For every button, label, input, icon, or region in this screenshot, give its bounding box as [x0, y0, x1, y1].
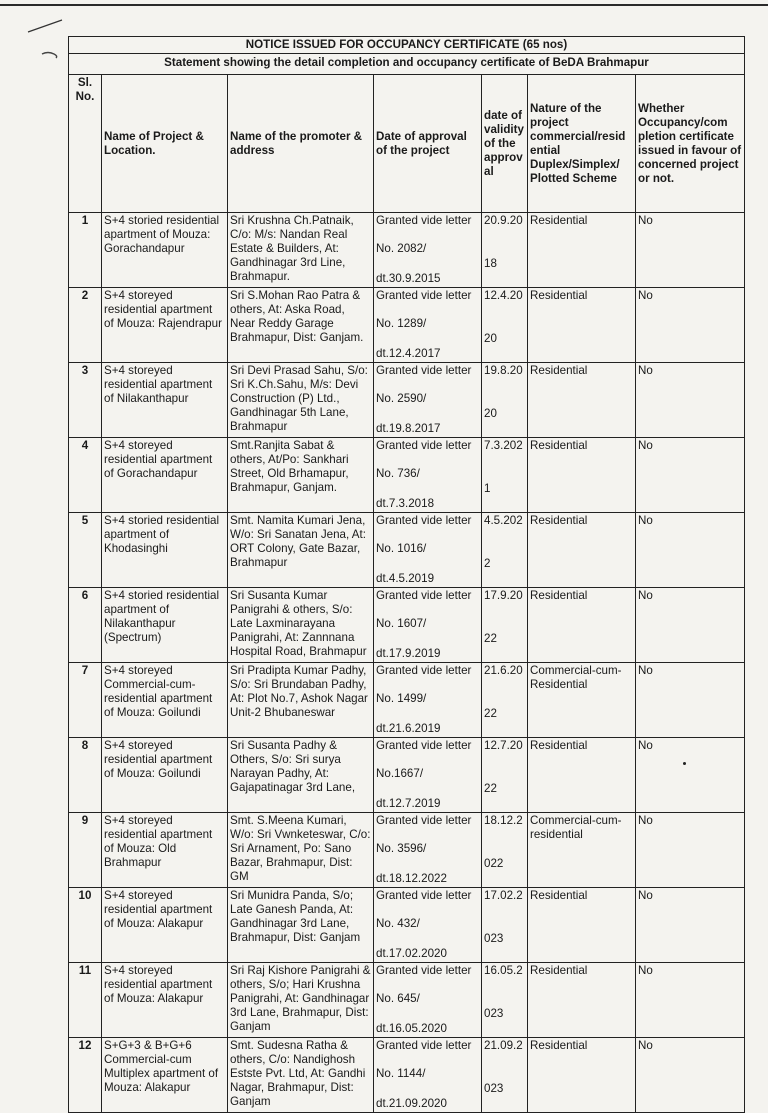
- row-occupancy: No: [636, 813, 745, 888]
- row-occupancy: No: [636, 363, 745, 438]
- table-row: [69, 738, 745, 813]
- approval-letter-no: No. 1289/: [376, 317, 427, 330]
- table-row: [69, 513, 745, 588]
- row-project: S+4 storeyed residential apartment of Mouza: Rajendrapur: [102, 288, 228, 363]
- approval-granted: Granted vide letter: [376, 439, 472, 452]
- approval-granted: Granted vide letter: [376, 739, 472, 752]
- row-occupancy: No: [636, 663, 745, 738]
- row-occupancy: No: [636, 588, 745, 663]
- row-approval: [374, 213, 482, 288]
- col-header-sl: Sl. No.: [69, 75, 102, 213]
- row-sl-no: 1: [69, 213, 102, 288]
- validity-part-1: 21.09.2: [484, 1039, 523, 1052]
- row-promoter: Smt. Namita Kumari Jena, W/o: Sri Sanatan Jena, At: ORT Colony, Gate Bazar, Brahmapur: [228, 513, 374, 588]
- approval-date: dt.30.9.2015: [376, 272, 441, 285]
- table-row: [69, 813, 745, 888]
- row-project: S+4 storeyed Commercial-cum-residential apartment of Mouza: Goilundi: [102, 663, 228, 738]
- col-header-project: Name of Project & Location.: [102, 75, 228, 213]
- table-row: [69, 363, 745, 438]
- row-promoter: Sri Pradipta Kumar Padhy, S/o: Sri Brundaban Padhy, At: Plot No.7, Ashok Nagar Unit-2 Bhubaneswar: [228, 663, 374, 738]
- approval-date: dt.18.12.2022: [376, 872, 447, 885]
- approval-date: dt.12.4.2017: [376, 347, 441, 360]
- table-row: [69, 588, 745, 663]
- row-project: S+4 storied residential apartment of Khodasinghi: [102, 513, 228, 588]
- statement-subtitle: Statement showing the detail completion and occupancy certificate of BeDA Brahmapur: [69, 54, 745, 75]
- row-project: S+4 storeyed residential apartment of Mouza: Alakapur: [102, 888, 228, 963]
- approval-granted: Granted vide letter: [376, 214, 472, 227]
- row-validity: [482, 288, 528, 363]
- approval-letter-no: No. 736/: [376, 467, 420, 480]
- row-nature: Residential: [528, 213, 636, 288]
- validity-part-1: 12.7.20: [484, 739, 523, 752]
- validity-part-1: 7.3.202: [484, 439, 523, 452]
- table-row: [69, 663, 745, 738]
- approval-date: dt.7.3.2018: [376, 497, 435, 510]
- row-project: S+4 storeyed residential apartment of Gorachandapur: [102, 438, 228, 513]
- row-validity: [482, 888, 528, 963]
- row-approval: [374, 813, 482, 888]
- col-header-approval: Date of approval of the project: [374, 75, 482, 213]
- validity-part-1: 17.9.20: [484, 589, 523, 602]
- validity-part-1: 20.9.20: [484, 214, 523, 227]
- approval-date: dt.17.9.2019: [376, 647, 441, 660]
- approval-letter-no: No. 432/: [376, 917, 420, 930]
- notice-title: NOTICE ISSUED FOR OCCUPANCY CERTIFICATE (65 nos): [69, 37, 745, 54]
- row-sl-no: 8: [69, 738, 102, 813]
- approval-date: dt.16.05.2020: [376, 1022, 447, 1035]
- row-project: S+G+3 & B+G+6 Commercial-cum Multiplex apartment of Mouza: Alakapur: [102, 1038, 228, 1113]
- notice-document: [68, 36, 744, 1113]
- row-nature: Residential: [528, 513, 636, 588]
- col-header-nature: Nature of the project commercial/resid ential Duplex/Simplex/ Plotted Scheme: [528, 75, 636, 213]
- table-row: [69, 888, 745, 963]
- approval-letter-no: No. 1499/: [376, 692, 427, 705]
- row-sl-no: 4: [69, 438, 102, 513]
- col-header-validity: date of validity of the approv al: [482, 75, 528, 213]
- validity-part-2: 20: [484, 332, 497, 345]
- approval-granted: Granted vide letter: [376, 364, 472, 377]
- row-promoter: Sri Krushna Ch.Patnaik, C/o: M/s: Nandan Real Estate & Builders, At: Gandhinagar 3rd Line, Brahmapur.: [228, 213, 374, 288]
- validity-part-2: 22: [484, 707, 497, 720]
- row-occupancy: No: [636, 213, 745, 288]
- row-promoter: Smt.Ranjita Sabat & others, At/Po: Sankhari Street, Old Brhamapur, Brahmapur, Ganjam.: [228, 438, 374, 513]
- validity-part-1: 19.8.20: [484, 364, 523, 377]
- row-sl-no: 7: [69, 663, 102, 738]
- top-rule: [0, 4, 768, 6]
- approval-letter-no: No. 1607/: [376, 617, 427, 630]
- row-approval: [374, 738, 482, 813]
- row-nature: Residential: [528, 1038, 636, 1113]
- row-promoter: Sri Susanta Padhy & Others, S/o: Sri surya Narayan Padhy, At: Gajapatinagar 3rd Lane,: [228, 738, 374, 813]
- validity-part-1: 18.12.2: [484, 814, 523, 827]
- row-nature: Residential: [528, 438, 636, 513]
- row-validity: [482, 213, 528, 288]
- row-occupancy: No: [636, 963, 745, 1038]
- approval-date: dt.4.5.2019: [376, 572, 435, 585]
- row-promoter: Sri Raj Kishore Panigrahi & others, S/o; Hari Krushna Panigrahi, At: Gandhinagar 3rd Lane, Brahmapur, Dist: Ganjam: [228, 963, 374, 1038]
- row-occupancy: No: [636, 738, 745, 813]
- approval-date: dt.12.7.2019: [376, 797, 441, 810]
- approval-date: dt.21.6.2019: [376, 722, 441, 735]
- row-validity: [482, 663, 528, 738]
- row-validity: [482, 363, 528, 438]
- row-project: S+4 storeyed residential apartment of Mouza: Old Brahmapur: [102, 813, 228, 888]
- approval-date: dt.19.8.2017: [376, 422, 441, 435]
- pen-mark-icon: [22, 18, 72, 88]
- approval-granted: Granted vide letter: [376, 814, 472, 827]
- validity-part-2: 22: [484, 782, 497, 795]
- validity-part-1: 21.6.20: [484, 664, 523, 677]
- approval-date: dt.17.02.2020: [376, 947, 447, 960]
- row-approval: [374, 588, 482, 663]
- row-approval: [374, 438, 482, 513]
- row-approval: [374, 363, 482, 438]
- row-project: S+4 storied residential apartment of Mouza: Gorachandapur: [102, 213, 228, 288]
- row-promoter: Sri Susanta Kumar Panigrahi & others, S/o: Late Laxminarayana Panigrahi, At: Zannnana Hospital Road, Brahmapur: [228, 588, 374, 663]
- row-validity: [482, 813, 528, 888]
- approval-granted: Granted vide letter: [376, 1039, 472, 1052]
- stray-mark: [683, 762, 686, 765]
- validity-part-2: 20: [484, 407, 497, 420]
- row-promoter: Smt. S.Meena Kumari, W/o: Sri Vwnketeswar, C/o: Sri Arnament, Po: Sano Bazar, Brahmapur, Dist: GM: [228, 813, 374, 888]
- validity-part-2: 023: [484, 932, 504, 945]
- approval-granted: Granted vide letter: [376, 889, 472, 902]
- col-header-promoter: Name of the promoter & address: [228, 75, 374, 213]
- approval-letter-no: No. 1016/: [376, 542, 427, 555]
- header-row: [69, 75, 745, 213]
- row-validity: [482, 513, 528, 588]
- validity-part-1: 12.4.20: [484, 289, 523, 302]
- row-occupancy: No: [636, 288, 745, 363]
- row-nature: Residential: [528, 963, 636, 1038]
- row-approval: [374, 888, 482, 963]
- table-row: [69, 963, 745, 1038]
- row-project: S+4 storeyed residential apartment of Mouza: Alakapur: [102, 963, 228, 1038]
- row-promoter: Sri Munidra Panda, S/o; Late Ganesh Panda, At: Gandhinagar 3rd Lane, Brahmapur, Dist: Ganjam: [228, 888, 374, 963]
- approval-letter-no: No. 2590/: [376, 392, 427, 405]
- approval-granted: Granted vide letter: [376, 964, 472, 977]
- row-validity: [482, 738, 528, 813]
- validity-part-2: 1: [484, 482, 491, 495]
- row-promoter: Sri S.Mohan Rao Patra & others, At: Aska Road, Near Reddy Garage Brahmapur, Dist: Ganjam.: [228, 288, 374, 363]
- table-row: [69, 438, 745, 513]
- table-row: [69, 213, 745, 288]
- row-nature: Residential: [528, 888, 636, 963]
- row-validity: [482, 588, 528, 663]
- approval-letter-no: No. 1144/: [376, 1067, 426, 1080]
- approval-granted: Granted vide letter: [376, 664, 472, 677]
- row-promoter: Sri Devi Prasad Sahu, S/o: Sri K.Ch.Sahu, M/s: Devi Construction (P) Ltd., Gandhinagar 5th Lane, Brahmapur: [228, 363, 374, 438]
- row-validity: [482, 438, 528, 513]
- row-nature: Residential: [528, 738, 636, 813]
- table-body: [69, 213, 745, 1113]
- validity-part-2: 2: [484, 557, 491, 570]
- row-sl-no: 10: [69, 888, 102, 963]
- occupancy-table: [68, 36, 745, 1113]
- approval-granted: Granted vide letter: [376, 289, 472, 302]
- table-row: [69, 288, 745, 363]
- row-nature: Commercial-cum-Residential: [528, 663, 636, 738]
- approval-granted: Granted vide letter: [376, 589, 472, 602]
- table-row: [69, 1038, 745, 1113]
- approval-letter-no: No. 645/: [376, 992, 420, 1005]
- row-promoter: Smt. Sudesna Ratha & others, C/o: Nandighosh Estste Pvt. Ltd, At: Gandhi Nagar, Brahmapur, Dist: Ganjam: [228, 1038, 374, 1113]
- row-approval: [374, 663, 482, 738]
- validity-part-2: 22: [484, 632, 497, 645]
- validity-part-2: 023: [484, 1007, 504, 1020]
- row-nature: Commercial-cum-residential: [528, 813, 636, 888]
- row-sl-no: 6: [69, 588, 102, 663]
- row-occupancy: No: [636, 513, 745, 588]
- validity-part-2: 022: [484, 857, 504, 870]
- row-sl-no: 9: [69, 813, 102, 888]
- row-sl-no: 12: [69, 1038, 102, 1113]
- row-occupancy: No: [636, 1038, 745, 1113]
- row-nature: Residential: [528, 288, 636, 363]
- approval-letter-no: No.1667/: [376, 767, 424, 780]
- row-nature: Residential: [528, 363, 636, 438]
- col-header-occupancy: Whether Occupancy/com pletion certificate issued in favour of concerned project or not.: [636, 75, 745, 213]
- row-validity: [482, 1038, 528, 1113]
- validity-part-2: 023: [484, 1082, 504, 1095]
- row-project: S+4 storeyed residential apartment of Mouza: Goilundi: [102, 738, 228, 813]
- row-sl-no: 3: [69, 363, 102, 438]
- row-approval: [374, 963, 482, 1038]
- row-approval: [374, 1038, 482, 1113]
- approval-letter-no: No. 3596/: [376, 842, 427, 855]
- row-nature: Residential: [528, 588, 636, 663]
- row-validity: [482, 963, 528, 1038]
- approval-letter-no: No. 2082/: [376, 242, 427, 255]
- row-project: S+4 storeyed residential apartment of Nilakanthapur: [102, 363, 228, 438]
- row-approval: [374, 288, 482, 363]
- validity-part-1: 16.05.2: [484, 964, 523, 977]
- row-sl-no: 2: [69, 288, 102, 363]
- validity-part-1: 17.02.2: [484, 889, 523, 902]
- approval-date: dt.21.09.2020: [376, 1097, 447, 1110]
- row-project: S+4 storied residential apartment of Nilakanthapur (Spectrum): [102, 588, 228, 663]
- approval-granted: Granted vide letter: [376, 514, 472, 527]
- validity-part-2: 18: [484, 257, 497, 270]
- row-occupancy: No: [636, 888, 745, 963]
- row-occupancy: No: [636, 438, 745, 513]
- row-approval: [374, 513, 482, 588]
- row-sl-no: 11: [69, 963, 102, 1038]
- row-sl-no: 5: [69, 513, 102, 588]
- validity-part-1: 4.5.202: [484, 514, 523, 527]
